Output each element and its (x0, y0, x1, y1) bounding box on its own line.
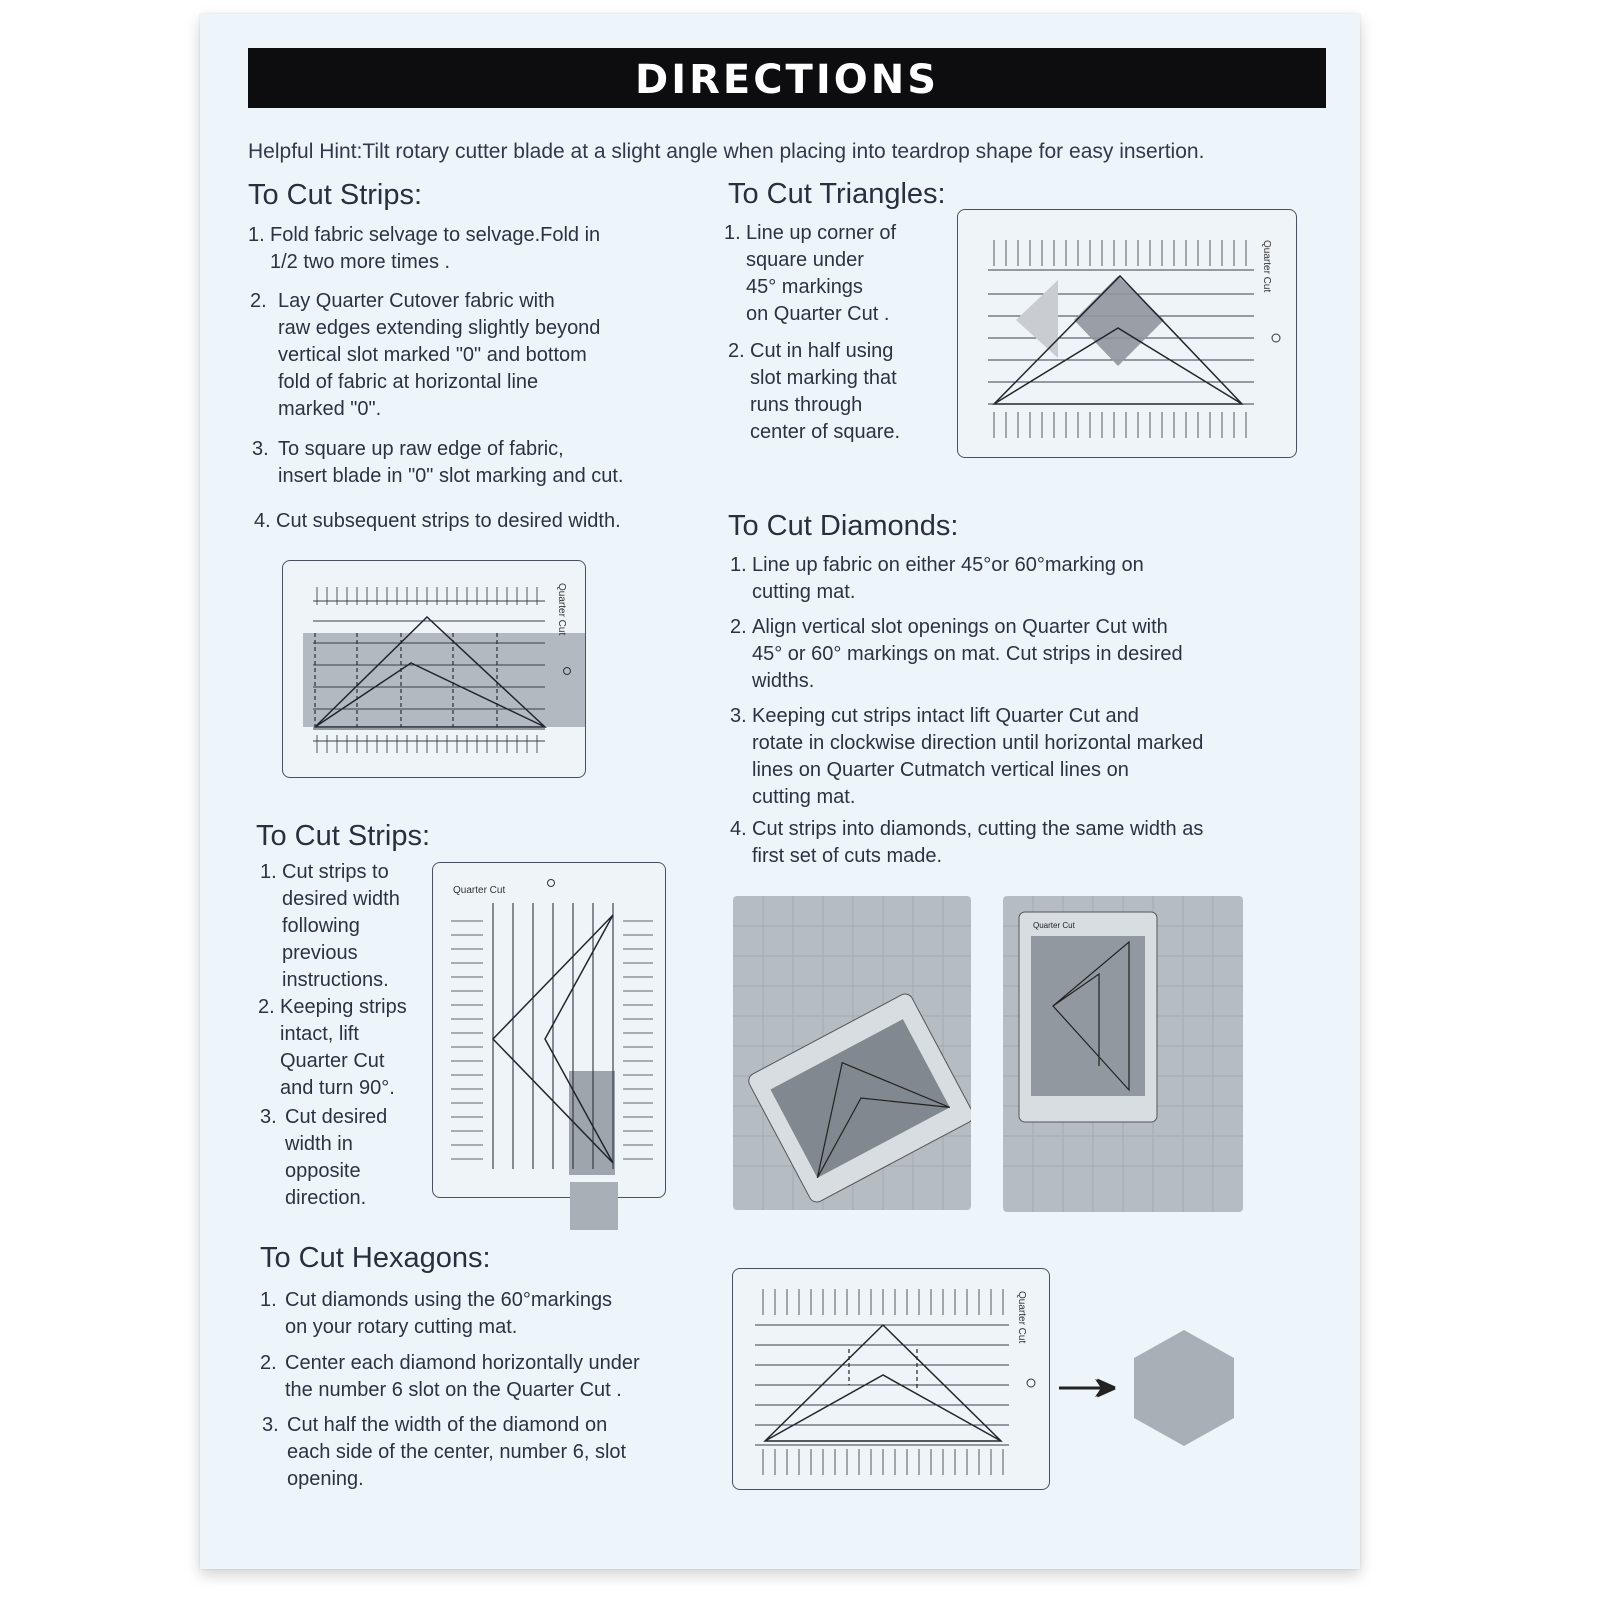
brand-label: Quarter Cut (556, 583, 567, 636)
instruction-sheet: DIRECTIONS Helpful Hint:Tilt rotary cutter blade at a slight angle when placing into teardrop shape for easy insertion. To Cut Strips: 1. Fold fabric selvage to selvage.Fold in 1/2 two more times . 2. Lay Quarter Cutover fabric with raw edges extending slightly beyond vertical slot marked "0" and bottom fold of fabric at horizontal line marked "0". 3. To square up raw edge of fabric, insert blade in "0" slot marking and cut. 4. Cut subsequent strips to desired width. Quarter Cut To Cut Triangles: 1. Line up corner of square under 45° markings on Quarter Cut . 2. Cut in half using slot marking that runs through center of square. Quarter Cut To Cut Diamonds: 1. Line up fabric on either 45°or 60°marking on cutting mat. 2. Align vertical slot openings on Quarter Cut with 45° or 60° markings on mat. Cut strips in desired widths. 3. Keeping cut strips intact lift Quarter Cut and rotate in clockwise direction until horizontal marked lines on Quarter Cutmatch vertical lines on cutting mat. 4. Cut strips into diamonds, cutting the same width as first set of cuts made. Quarter Cut To Cut Strips: 1. Cut strips to desired width following previous instructions. 2. Keeping strips intact, lift Quarter Cut and turn 90°. 3. Cut desired width in opposite direction. Quarter Cut To Cut Hexagons: 1. Cut diamonds using the 60°markings on your rotary cutting mat. 2. Center each diamond horizontally under the number 6 slot on the Quarter Cut . 3. Cut half the width of the diamond on each side of the center, number 6, slot opening. Quarter Cut (200, 14, 1360, 1569)
hanging-hole (548, 880, 555, 887)
strips-ruler-drawing (283, 561, 585, 777)
teardrop-slots-bottom (317, 735, 537, 753)
vertical-ruler-drawing (433, 863, 665, 1197)
hexagon-ruler-figure (732, 1268, 1050, 1490)
brand-label: Quarter Cut (453, 885, 506, 896)
directions-banner: DIRECTIONS (248, 48, 1326, 108)
teardrop-slots-top (317, 587, 537, 605)
ruler-grid (755, 1325, 1009, 1445)
hanging-hole (1027, 1379, 1035, 1387)
section-title-triangles: To Cut Triangles: (728, 178, 946, 210)
hanging-hole (1272, 334, 1280, 342)
hexagon-icon (1130, 1328, 1238, 1448)
teardrop-slots-right (623, 921, 653, 1159)
mat-handle (1087, 896, 1163, 904)
cut-square-piece (570, 1182, 618, 1230)
brand-label: Quarter Cut (1261, 240, 1272, 293)
fabric-strip (303, 633, 585, 727)
brand-label: Quarter Cut (1033, 921, 1075, 930)
rotated-ruler (746, 991, 971, 1205)
mat-photo-1 (733, 896, 971, 1210)
strips-ruler-figure (282, 560, 586, 778)
triangle-lines (765, 1325, 1001, 1441)
photo-ruler-straight-on-mat (1003, 896, 1243, 1212)
arrow-right-icon (1057, 1376, 1119, 1400)
section-title-hexagons: To Cut Hexagons: (260, 1242, 491, 1274)
hexagon-ruler-drawing (733, 1269, 1049, 1489)
teardrop-slots-bottom (994, 412, 1246, 438)
section-title-diamonds: To Cut Diamonds: (728, 510, 959, 542)
fabric-piece (569, 1071, 615, 1175)
teardrop-slots-top (994, 240, 1246, 266)
section-title-strips-2: To Cut Strips: (256, 820, 431, 852)
teardrop-slots-top (763, 1289, 1003, 1315)
teardrop-slots-bottom (763, 1449, 1003, 1475)
triangles-ruler-figure (957, 209, 1297, 458)
vertical-ruler-figure (432, 862, 666, 1198)
mat-photo-2 (1003, 896, 1243, 1212)
ruler-fabric (1031, 936, 1145, 1096)
brand-label: Quarter Cut (1016, 1291, 1027, 1344)
mat-handle (853, 896, 943, 904)
helpful-hint: Helpful Hint:Tilt rotary cutter blade at a slight angle when placing into teardrop shape for easy insertion. (248, 140, 1205, 163)
teardrop-slots-left (451, 921, 483, 1159)
section-title-strips: To Cut Strips: (248, 179, 423, 211)
triangles-ruler-drawing (958, 210, 1296, 457)
photo-ruler-rotated-on-mat (733, 896, 971, 1210)
dark-square (1074, 276, 1164, 366)
